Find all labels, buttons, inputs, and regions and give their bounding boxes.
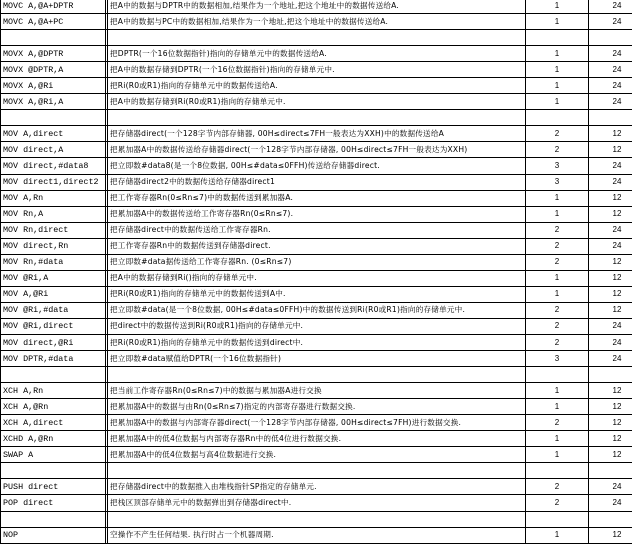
- bytes-cell: 2: [526, 222, 589, 238]
- description-cell: [108, 511, 526, 527]
- bytes-cell: 1: [526, 78, 589, 94]
- bytes-cell: 2: [526, 318, 589, 334]
- table-row: [1, 238, 632, 254]
- table-row: [1, 142, 632, 158]
- cycles-cell: 12: [589, 302, 632, 318]
- description-cell: [108, 30, 526, 46]
- description-cell: 把存储器direct中的数据推入由堆栈指针SP指定的存储单元.: [108, 479, 526, 495]
- description-cell: [108, 110, 526, 126]
- instruction-cell: NOP: [1, 527, 106, 543]
- description-cell: 把累加器A中的低4位数据与内部寄存器Rn中的低4位进行数据交换.: [108, 431, 526, 447]
- table-row: [1, 383, 632, 399]
- spacer-row: [1, 110, 632, 126]
- description-cell: 把立即数#data(是一个8位数据, 00H≤#data≤0FFH)中的数据传送到Ri(R0或R1)指向的存储单元中.: [108, 302, 526, 318]
- table-row: [1, 126, 632, 142]
- bytes-cell: [526, 110, 589, 126]
- instruction-cell: MOV direct,#data8: [1, 158, 106, 174]
- cycles-cell: 12: [589, 270, 632, 286]
- description-cell: 把存储器direct2中的数据传送给存储器direct1: [108, 174, 526, 190]
- instruction-cell: MOV @Ri,#data: [1, 302, 106, 318]
- cycles-cell: 24: [589, 318, 632, 334]
- bytes-cell: 1: [526, 0, 589, 14]
- table-row: [1, 415, 632, 431]
- bytes-cell: 1: [526, 399, 589, 415]
- instruction-table-body: [1, 0, 632, 543]
- description-cell: [108, 463, 526, 479]
- bytes-cell: 2: [526, 126, 589, 142]
- instruction-cell: MOV DPTR,#data: [1, 351, 106, 367]
- instruction-cell: POP direct: [1, 495, 106, 511]
- cycles-cell: 24: [589, 479, 632, 495]
- instruction-cell: [1, 110, 106, 126]
- table-row: [1, 334, 632, 350]
- cycles-cell: 24: [589, 94, 632, 110]
- instruction-cell: MOV Rn,A: [1, 206, 106, 222]
- instruction-cell: MOV @Ri,direct: [1, 318, 106, 334]
- description-cell: 把Ri(R0或R1)指向的存储单元中的数据传送到A中.: [108, 286, 526, 302]
- table-row: [1, 14, 632, 30]
- table-row: [1, 302, 632, 318]
- description-cell: 把当前工作寄存器Rn(0≤Rn≤7)中的数据与累加器A进行交换: [108, 383, 526, 399]
- description-cell: 把立即数#data8(是一个8位数据, 00H≤#data≤0FFH)传送给存储器direct.: [108, 158, 526, 174]
- cycles-cell: 24: [589, 351, 632, 367]
- description-cell: 把累加器A中的数据传送给工作寄存器Rn(0≤Rn≤7).: [108, 206, 526, 222]
- table-row: [1, 495, 632, 511]
- description-cell: 把累加器A中的低4位数据与高4位数据进行交换.: [108, 447, 526, 463]
- cycles-cell: 24: [589, 158, 632, 174]
- description-cell: 把A中的数据存储到Ri(R0或R1)指向的存储单元中.: [108, 94, 526, 110]
- description-cell: 把A中的数据存储到DPTR(一个16位数据指针)指向的存储单元中.: [108, 62, 526, 78]
- bytes-cell: 2: [526, 479, 589, 495]
- bytes-cell: 1: [526, 46, 589, 62]
- description-cell: 把累加器A中的数据与由Rn(0≤Rn≤7)指定的内部寄存器进行数据交换.: [108, 399, 526, 415]
- bytes-cell: 2: [526, 415, 589, 431]
- description-cell: 把A中的数据与DPTR中的数据相加,结果作为一个地址,把这个地址中的数据传送给A.: [108, 0, 526, 14]
- bytes-cell: [526, 463, 589, 479]
- instruction-cell: MOVX A,@Ri,A: [1, 94, 106, 110]
- table-row: [1, 158, 632, 174]
- spacer-row: [1, 30, 632, 46]
- table-row: [1, 46, 632, 62]
- instruction-cell: MOV A,direct: [1, 126, 106, 142]
- cycles-cell: 24: [589, 334, 632, 350]
- bytes-cell: 1: [526, 286, 589, 302]
- cycles-cell: 12: [589, 142, 632, 158]
- instruction-cell: XCH A,direct: [1, 415, 106, 431]
- bytes-cell: 1: [526, 62, 589, 78]
- description-cell: 空操作不产生任何结果. 执行时占一个机器周期.: [108, 527, 526, 543]
- cycles-cell: 24: [589, 46, 632, 62]
- table-row: [1, 318, 632, 334]
- bytes-cell: 1: [526, 447, 589, 463]
- cycles-cell: 12: [589, 431, 632, 447]
- instruction-cell: MOVX A,@Ri: [1, 78, 106, 94]
- bytes-cell: 3: [526, 174, 589, 190]
- description-cell: 把A中的数据存储到Ri()指向的存储单元中.: [108, 270, 526, 286]
- table-row: [1, 78, 632, 94]
- instruction-cell: MOV Rn,#data: [1, 254, 106, 270]
- cycles-cell: 12: [589, 527, 632, 543]
- bytes-cell: 2: [526, 302, 589, 318]
- cycles-cell: 12: [589, 254, 632, 270]
- instruction-cell: PUSH direct: [1, 479, 106, 495]
- cycles-cell: 12: [589, 206, 632, 222]
- bytes-cell: 2: [526, 334, 589, 350]
- cycles-cell: [589, 30, 632, 46]
- instruction-cell: MOV direct,@Ri: [1, 334, 106, 350]
- bytes-cell: 3: [526, 351, 589, 367]
- table-row: [1, 190, 632, 206]
- cycles-cell: 12: [589, 447, 632, 463]
- table-row: [1, 447, 632, 463]
- cycles-cell: 12: [589, 190, 632, 206]
- spacer-row: [1, 511, 632, 527]
- description-cell: 把立即数#data赋值给DPTR(一个16位数据指针): [108, 351, 526, 367]
- table-row: [1, 206, 632, 222]
- bytes-cell: [526, 367, 589, 383]
- table-row: [1, 270, 632, 286]
- cycles-cell: 12: [589, 399, 632, 415]
- cycles-cell: 24: [589, 62, 632, 78]
- bytes-cell: 1: [526, 270, 589, 286]
- instruction-cell: MOVC A,@A+DPTR: [1, 0, 106, 14]
- table-row: [1, 174, 632, 190]
- instruction-cell: [1, 367, 106, 383]
- bytes-cell: 2: [526, 142, 589, 158]
- bytes-cell: 1: [526, 527, 589, 543]
- instruction-cell: [1, 511, 106, 527]
- description-cell: 把栈区顶部存储单元中的数据弹出到存储器direct中.: [108, 495, 526, 511]
- table-row: [1, 479, 632, 495]
- instruction-cell: MOV A,@Ri: [1, 286, 106, 302]
- cycles-cell: [589, 511, 632, 527]
- table-row: [1, 94, 632, 110]
- table-row: [1, 399, 632, 415]
- instruction-cell: MOV direct1,direct2: [1, 174, 106, 190]
- cycles-cell: 24: [589, 495, 632, 511]
- description-cell: 把存储器direct中的数据传送给工作寄存器Rn.: [108, 222, 526, 238]
- bytes-cell: 1: [526, 383, 589, 399]
- cycles-cell: 24: [589, 78, 632, 94]
- instruction-cell: MOVX A,@DPTR: [1, 46, 106, 62]
- description-cell: [108, 367, 526, 383]
- instruction-cell: MOV @Ri,A: [1, 270, 106, 286]
- description-cell: 把立即数#data据传送给工作寄存器Rn. (0≤Rn≤7): [108, 254, 526, 270]
- cycles-cell: 12: [589, 286, 632, 302]
- instruction-cell: MOV direct,A: [1, 142, 106, 158]
- spacer-row: [1, 367, 632, 383]
- cycles-cell: [589, 463, 632, 479]
- description-cell: 把工作寄存器Rn中的数据传送到存储器direct.: [108, 238, 526, 254]
- description-cell: 把存储器direct(一个128字节内部存储器, 00H≤direct≤7FH一般表达为XXH)中的数据传送给A: [108, 126, 526, 142]
- table-row: [1, 431, 632, 447]
- description-cell: 把DPTR(一个16位数据指针)指向的存储单元中的数据传送给A.: [108, 46, 526, 62]
- instruction-cell: MOV Rn,direct: [1, 222, 106, 238]
- instruction-cell: XCH A,@Rn: [1, 399, 106, 415]
- description-cell: 把累加器A中的数据与内部寄存器direct(一个128字节内部存储器, 00H≤direct≤7FH)进行数据交换.: [108, 415, 526, 431]
- cycles-cell: 24: [589, 238, 632, 254]
- bytes-cell: [526, 30, 589, 46]
- bytes-cell: 2: [526, 238, 589, 254]
- instruction-cell: [1, 463, 106, 479]
- cycles-cell: 24: [589, 14, 632, 30]
- bytes-cell: 1: [526, 206, 589, 222]
- description-cell: 把A中的数据与PC中的数据相加,结果作为一个地址,把这个地址中的数据传送给A.: [108, 14, 526, 30]
- instruction-cell: MOVC A,@A+PC: [1, 14, 106, 30]
- bytes-cell: 2: [526, 254, 589, 270]
- instruction-cell: [1, 30, 106, 46]
- description-cell: 把工作寄存器Rn(0≤Rn≤7)中的数据传送到累加器A.: [108, 190, 526, 206]
- description-cell: 把direct中的数据传送到Ri(R0或R1)指向的存储单元中.: [108, 318, 526, 334]
- cycles-cell: 12: [589, 126, 632, 142]
- cycles-cell: 12: [589, 383, 632, 399]
- instruction-cell: XCH A,Rn: [1, 383, 106, 399]
- description-cell: 把Ri(R0或R1)指向的存储单元中的数据传送到direct中.: [108, 334, 526, 350]
- instruction-cell: MOV direct,Rn: [1, 238, 106, 254]
- cycles-cell: [589, 110, 632, 126]
- cycles-cell: 24: [589, 222, 632, 238]
- table-row: [1, 351, 632, 367]
- bytes-cell: 1: [526, 190, 589, 206]
- instruction-cell: XCHD A,@Rn: [1, 431, 106, 447]
- table-row: [1, 222, 632, 238]
- cycles-cell: [589, 367, 632, 383]
- description-cell: 把Ri(R0或R1)指向的存储单元中的数据传送给A.: [108, 78, 526, 94]
- spacer-row: [1, 463, 632, 479]
- bytes-cell: 1: [526, 431, 589, 447]
- cycles-cell: 12: [589, 415, 632, 431]
- instruction-cell: SWAP A: [1, 447, 106, 463]
- instruction-cell: MOV A,Rn: [1, 190, 106, 206]
- cycles-cell: 24: [589, 174, 632, 190]
- cycles-cell: 24: [589, 0, 632, 14]
- bytes-cell: [526, 511, 589, 527]
- table-row: [1, 0, 632, 14]
- bytes-cell: 2: [526, 495, 589, 511]
- table-row: [1, 527, 632, 543]
- table-row: [1, 254, 632, 270]
- bytes-cell: 1: [526, 14, 589, 30]
- table-row: [1, 62, 632, 78]
- bytes-cell: 3: [526, 158, 589, 174]
- bytes-cell: 1: [526, 94, 589, 110]
- table-row: [1, 286, 632, 302]
- instruction-cell: MOVX @DPTR,A: [1, 62, 106, 78]
- description-cell: 把累加器A中的数据传送给存储器direct(一个128字节内部存储器, 00H≤direct≤7FH一般表达为XXH): [108, 142, 526, 158]
